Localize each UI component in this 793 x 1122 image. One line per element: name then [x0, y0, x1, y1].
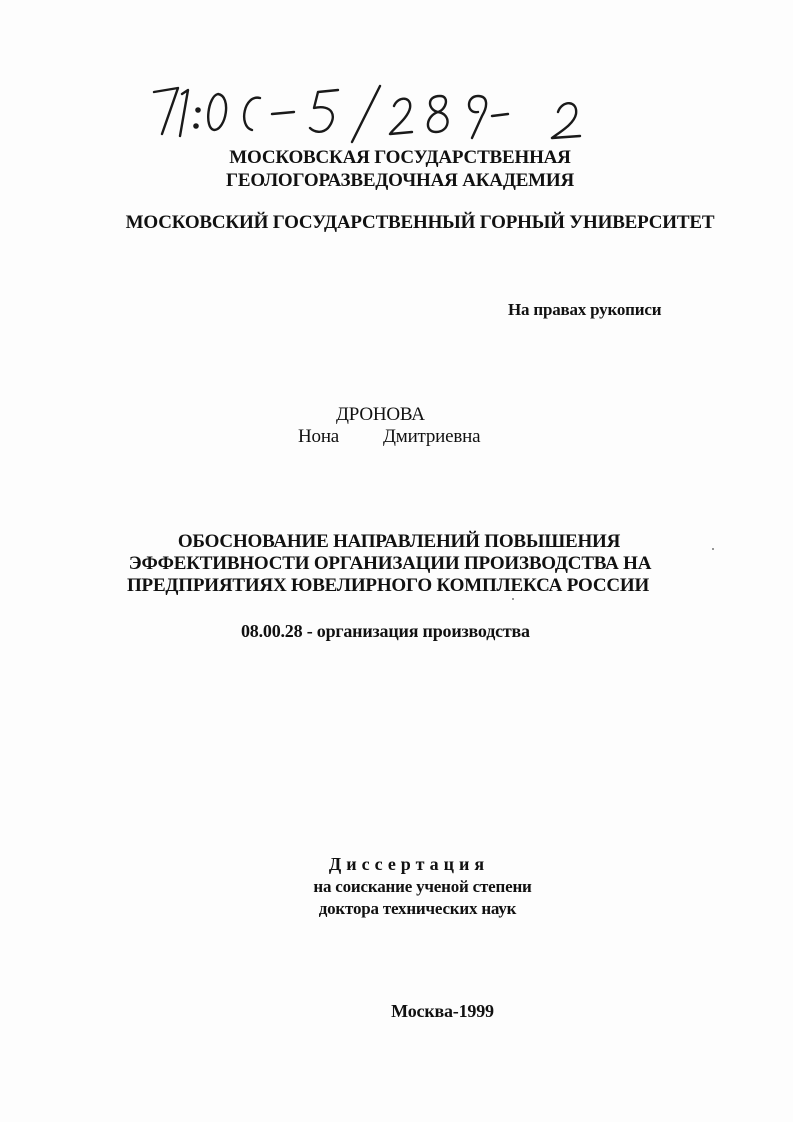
thesis-title-line-2: ЭФФЕКТИВНОСТИ ОРГАНИЗАЦИИ ПРОИЗВОДСТВА НА [128, 553, 652, 574]
degree-line-1: на соискание ученой степени [313, 877, 532, 896]
scan-speck [512, 598, 514, 600]
author-first-name: Нона [298, 426, 340, 447]
thesis-title-line-1: ОБОСНОВАНИЕ НАПРАВЛЕНИЙ ПОВЫШЕНИЯ [177, 531, 621, 552]
thesis-title-line-3: ПРЕДПРИЯТИЯХ ЮВЕЛИРНОГО КОМПЛЕКСА РОССИИ [126, 575, 650, 596]
scan-speck [712, 548, 714, 550]
handwritten-catalog-number [148, 82, 618, 148]
institution-line-3: МОСКОВСКИЙ ГОСУДАРСТВЕННЫЙ ГОРНЫЙ УНИВЕРСИТЕТ [125, 212, 715, 233]
author-patronymic: Дмитриевна [383, 426, 481, 447]
degree-line-2: доктора технических наук [318, 899, 517, 918]
author-surname: ДРОНОВА [336, 404, 425, 425]
specialty-code: 08.00.28 - организация производства [241, 621, 530, 641]
institution-line-2: ГЕОЛОГОРАЗВЕДОЧНАЯ АКАДЕМИЯ [225, 170, 574, 191]
dissertation-label: Диссертация [328, 854, 490, 874]
rights-note: На правах рукописи [508, 300, 662, 319]
city-year: Москва-1999 [391, 1001, 494, 1021]
institution-line-1: МОСКОВСКАЯ ГОСУДАРСТВЕННАЯ [229, 147, 571, 168]
